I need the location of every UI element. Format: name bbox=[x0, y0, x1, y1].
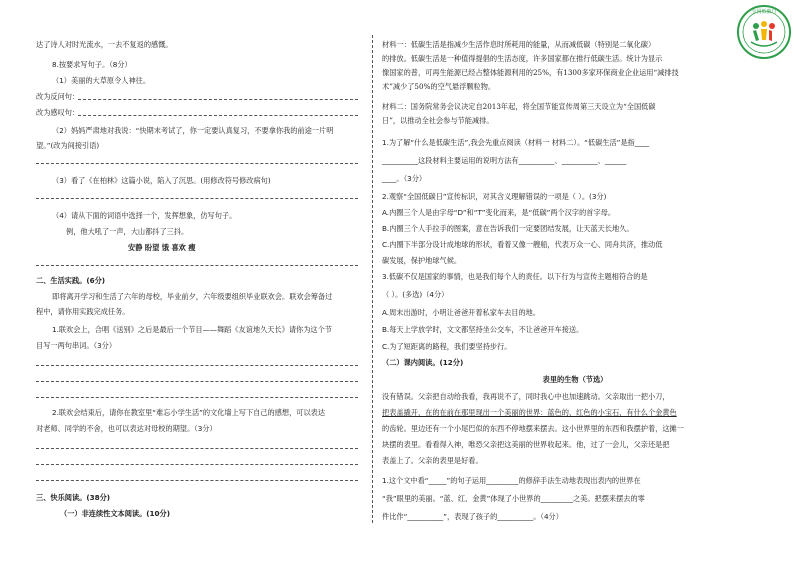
example-text: 例，他大吼了一声，大山都抖了三抖。 bbox=[66, 227, 189, 236]
passage-line: 把表盖撬开，在的在前在那里现出一个美丽的世界：蓝色的、红色的小宝石，有什么个金黄色 bbox=[382, 408, 677, 417]
question-1: 目写一两句串词。（3分） bbox=[36, 341, 117, 350]
question-2: 对老师、同学的不舍，也可以表达对母校的期望。（3分） bbox=[36, 424, 217, 433]
question-3: （ ）。(多选)（4分） bbox=[382, 290, 449, 299]
material-1: 材料一：低碳生活是指减少生活作息时所耗用的能量，从而减低碳（特别是二氧化碳） bbox=[382, 40, 656, 49]
question-2: 2.联欢会结束后，请你在教室里“难忘小学生活”的文化墙上写下自己的感想，可以表达 bbox=[52, 408, 326, 417]
option-b: B.每天上学放学时，文文都坚持坐公交车，不让爸爸开车接送。 bbox=[382, 325, 584, 334]
column-divider bbox=[372, 35, 373, 523]
reading-question-1: 件比作“__________”，表现了孩子的__________。（4分） bbox=[382, 512, 563, 521]
passage-line: 块摆的表里。看看得入神，唯恐父亲把这美丽的世界收起来。他，过了一会儿，父亲还是把 bbox=[382, 440, 670, 449]
option-c: C.为了短距离的路程，我们要坚持步行。 bbox=[382, 342, 512, 351]
question-8-4: （4）请从下面的词语中选择一个，发挥想象，仿写句子。 bbox=[52, 211, 237, 220]
option-a: A.内圈三个人是由字母“D”和“T”变化而来，是“低碳”两个汉字的首字母。 bbox=[382, 208, 616, 217]
passage-line: 的齿轮。里边还有一个小尾巴似的东西不停地摆来摆去。这小世界里的东西和我摆护着，这摊一 bbox=[382, 424, 684, 433]
question-2: 2.观察“全国低碳日”宣传标识，对其含义理解错误的一项是（ ）。(3分) bbox=[382, 192, 607, 201]
low-carbon-day-logo bbox=[736, 4, 792, 60]
section-heading: （二）课内阅读。(12分) bbox=[382, 358, 464, 367]
option-a: A.周末出游时，小明让爸爸开着私家车去目的地。 bbox=[382, 308, 541, 317]
question-1: 1.为了解“什么是低碳生活”,我会先重点阅读（材料一 材料二）。“低碳生活”是指____ bbox=[382, 138, 650, 147]
question-1: ____。（3分） bbox=[382, 174, 427, 183]
word-bank: 安静 盼望 饿 喜欢 瘦 bbox=[128, 243, 196, 252]
section-3-sub: （一）非连续性文本阅读。(10分) bbox=[60, 509, 171, 518]
answer-blank[interactable] bbox=[36, 163, 358, 164]
answer-blank[interactable] bbox=[36, 480, 358, 481]
section-2-heading: 二、生活实践。(6分) bbox=[36, 276, 106, 285]
passage-title: 表里的生物（节选） bbox=[542, 375, 608, 384]
answer-blank[interactable] bbox=[36, 198, 358, 199]
passage-line: 表盖上了。父亲的表里是好看。 bbox=[382, 456, 483, 465]
answer-label: 改为感叹句： bbox=[36, 108, 80, 117]
material-1: 术”减少了50%的空气悬浮颗粒物。 bbox=[382, 82, 496, 91]
answer-label: 改为反问句： bbox=[36, 92, 80, 101]
question-1: 1.联欢会上，合唱《送别》之后是最后一个节目——舞蹈《友谊地久天长》请你为这个节 bbox=[52, 325, 332, 334]
option-b: B.内圈三个人手拉手的图案，意在告诉我们一定要团结发展，让天蓝天长地久。 bbox=[382, 224, 634, 233]
question-1: __________这段材料主要运用的说明方法有__________、__________、______ bbox=[382, 156, 627, 165]
question-3: 3.低碳不仅是国家的事情，也是我们每个人的责任。以下行为与宣传主题相符合的是 bbox=[382, 272, 648, 281]
answer-blank[interactable] bbox=[78, 115, 358, 116]
reading-question-1: “我”眼里的美丽。“蓝、红、金黄”体现了小世界的_________之美。把摆来摆去的零 bbox=[382, 494, 645, 503]
question-8-1: （1）美丽的大草原令人神往。 bbox=[52, 76, 151, 85]
material-1: 的排放。低碳生活是一种值得提倡的生活态度，许多国家都在推行低碳生活。统计为显示 bbox=[382, 54, 663, 63]
answer-blank[interactable] bbox=[36, 381, 358, 382]
option-c: C.内圈下半部分设计成地球的形状，看着又像一艘船，代表万众一心、同舟共济，推动低 bbox=[382, 240, 663, 249]
option-c: 碳发展，保护地球气候。 bbox=[382, 256, 462, 265]
answer-blank[interactable] bbox=[36, 397, 358, 398]
section-2-intro: 即将离开学习和生活了六年的母校，毕业前夕，六年级要组织毕业联欢会。联欢会筹备过 bbox=[52, 292, 333, 301]
question-8-3: （3）看了《在柏林》这篇小说，陷入了沉思。(用修改符号修改病句) bbox=[52, 176, 271, 185]
section-2-intro: 程中，请你用实践完成任务。 bbox=[36, 307, 130, 316]
question-8: 8.按要求写句子。（8分） bbox=[52, 60, 132, 69]
answer-blank[interactable] bbox=[36, 448, 358, 449]
section-3-heading: 三、快乐阅读。(38分) bbox=[36, 493, 111, 502]
text-line: 望。”(改为间接引语) bbox=[36, 141, 100, 150]
material-2: 日”，以推动全社会参与节能减排。 bbox=[382, 116, 494, 125]
logo-text: 全国低碳日 bbox=[751, 9, 777, 15]
answer-blank[interactable] bbox=[36, 464, 358, 465]
reading-question-1: 1.这个文中看“_____”的句子运用_________的修辞手法生动地表现出表内的世界在 bbox=[382, 476, 641, 485]
question-8-2: （2）妈妈严肃地对我说：“快期末考试了，你一定要认真复习，不要拿你我的前途一片明 bbox=[52, 126, 334, 135]
material-2: 材料二：国务院常务会议决定自2013年起，将全国节能宣传周第三天设立为“全国低碳 bbox=[382, 102, 656, 111]
answer-blank[interactable] bbox=[78, 99, 358, 100]
answer-blank[interactable] bbox=[36, 365, 358, 366]
text-line: 达了诗人对时光流水，一去不复返的感慨。 bbox=[36, 40, 173, 49]
answer-blank[interactable] bbox=[36, 265, 358, 266]
passage-line: 没有错误。父亲把自动给我看，我再说不了，同时我心中也加速跳动。父亲取出一把小刀， bbox=[382, 392, 670, 401]
material-1: 像国家的普，可再生能源已经占整体能源利用的25%，有1300多家环保商业企业运用“减排技 bbox=[382, 68, 679, 77]
